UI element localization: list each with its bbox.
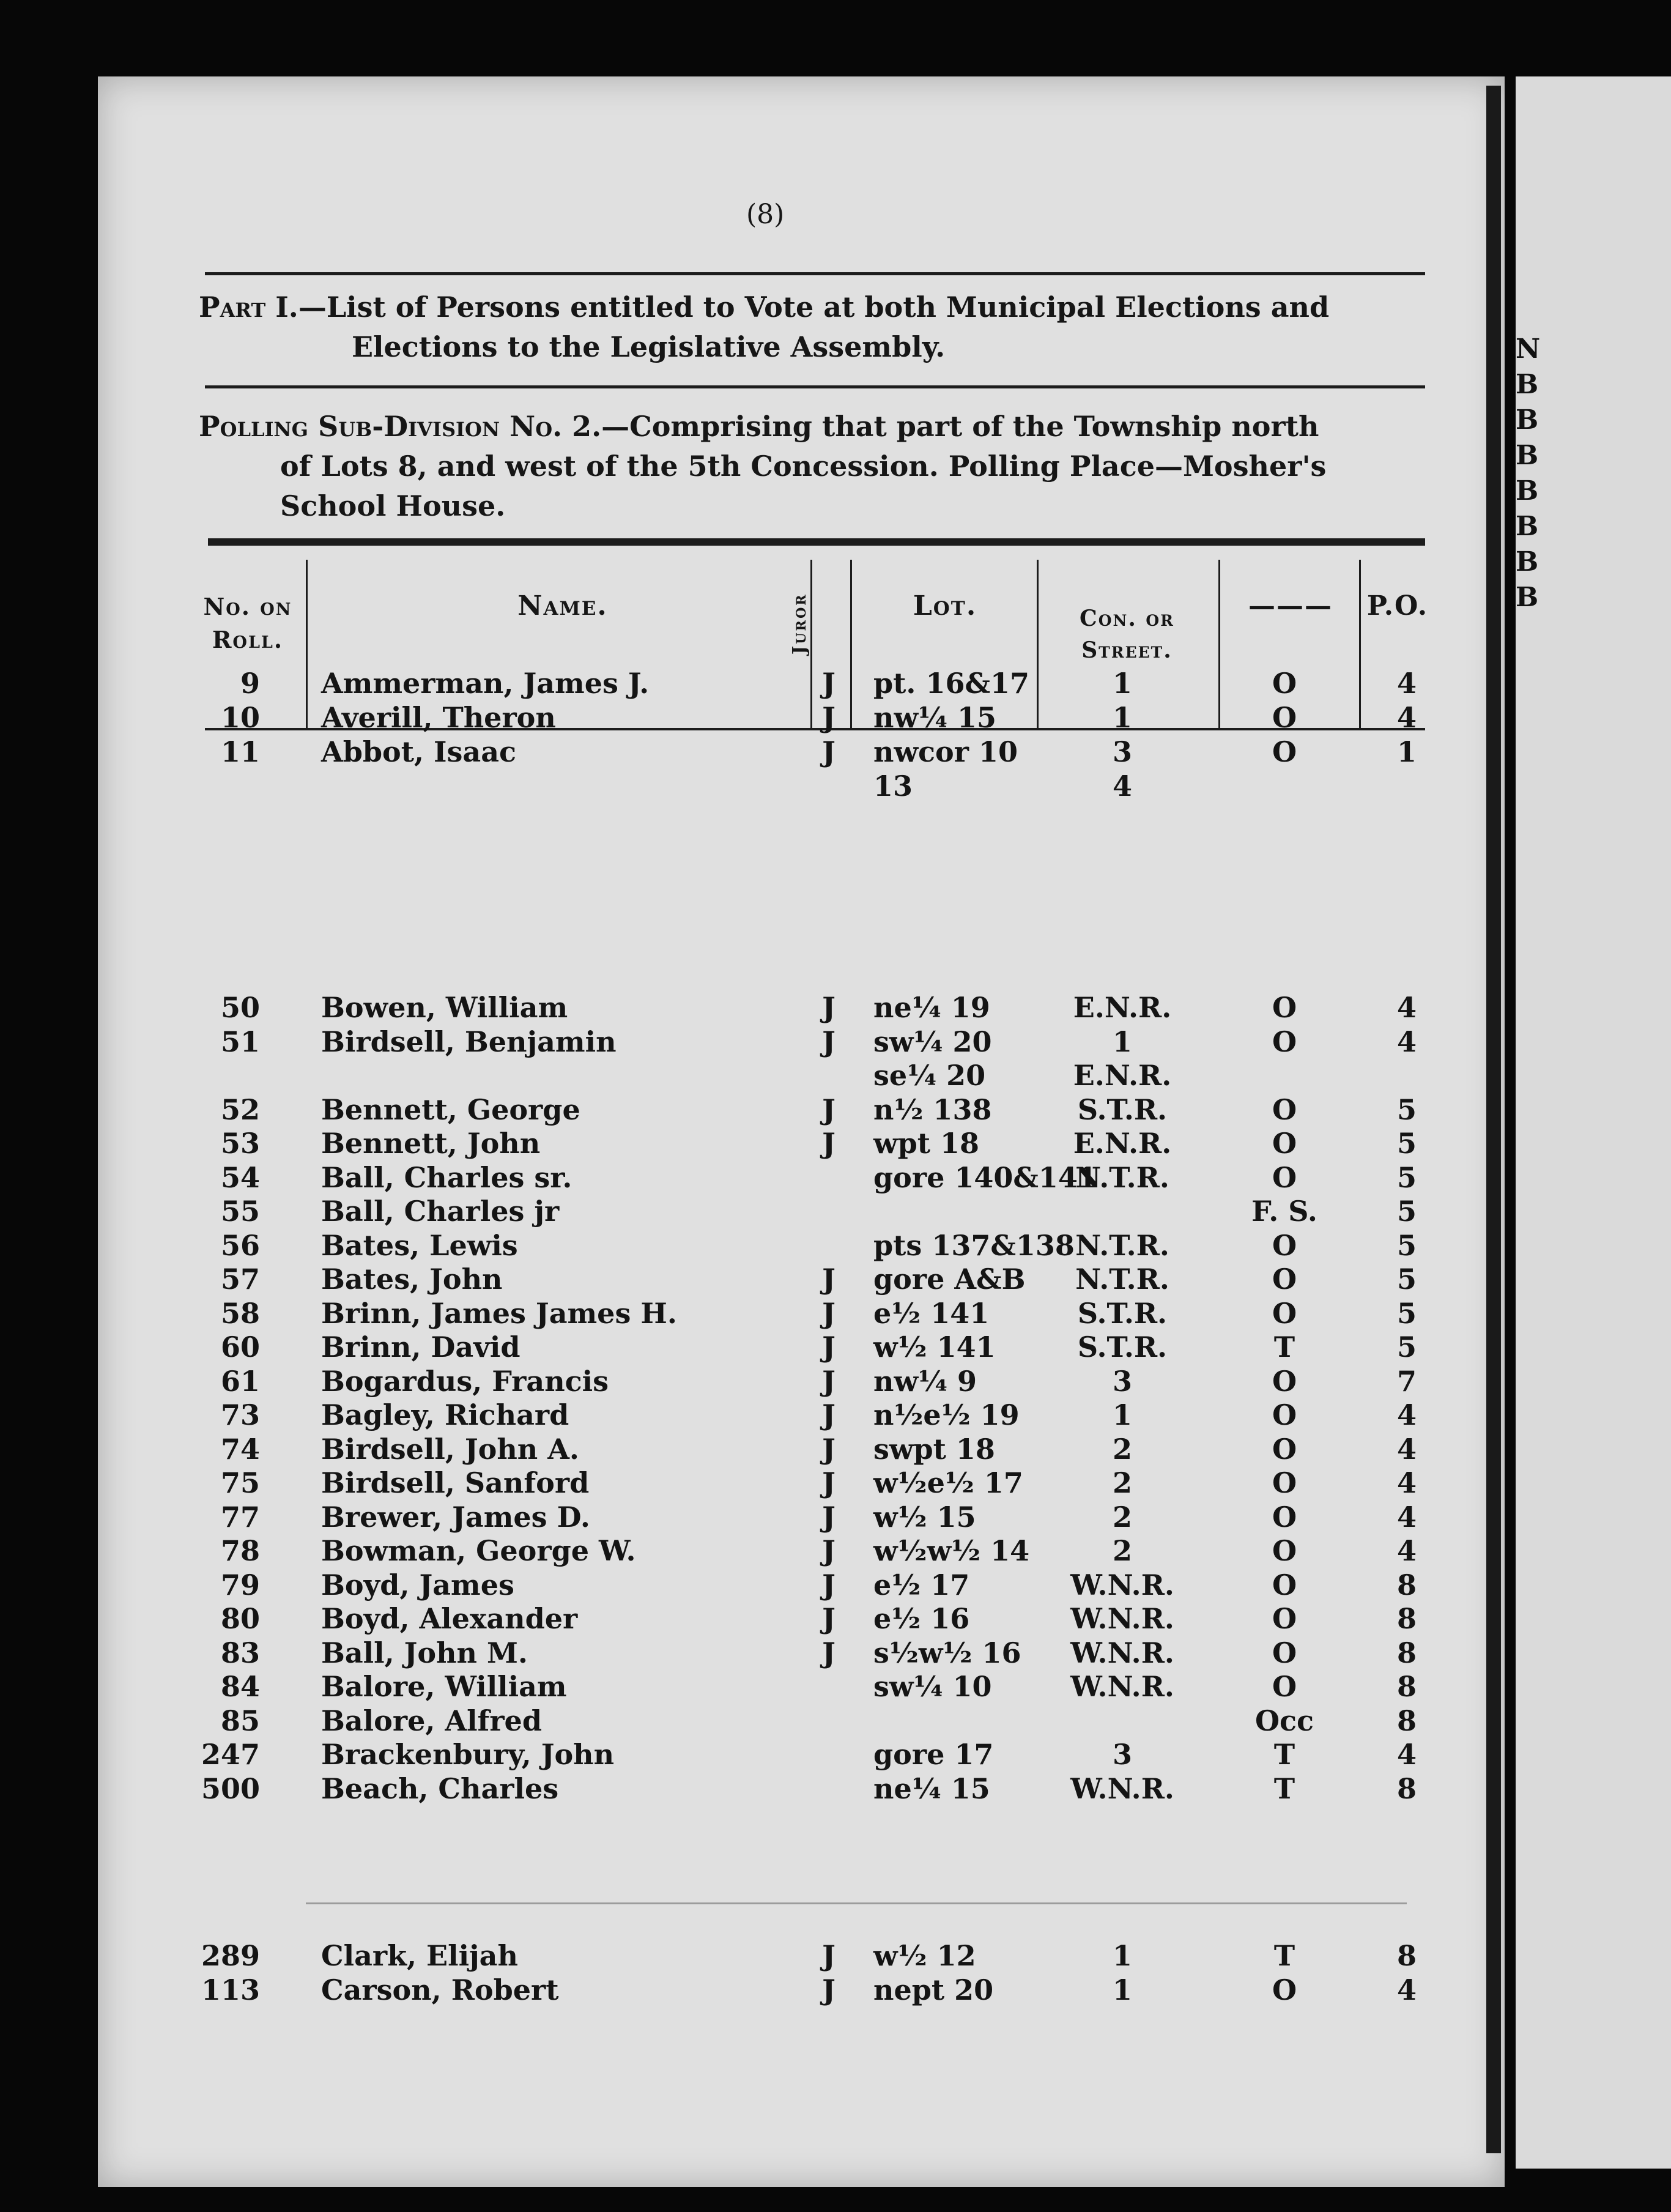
col-divider (850, 560, 852, 728)
post-office-value: 4 (1396, 1466, 1417, 1499)
voter-name: Bennett, George (321, 1093, 580, 1126)
adjacent-page-letter: N (1516, 333, 1541, 365)
juror-mark: J (822, 1602, 836, 1635)
page-number: (8) (746, 199, 785, 230)
concession-value: E.N.R. (1073, 1059, 1172, 1092)
status-value: F. S. (1251, 1195, 1317, 1228)
post-office-value: 5 (1396, 1093, 1417, 1126)
juror-mark: J (822, 1364, 836, 1398)
juror-mark: J (822, 1025, 836, 1058)
header-po: P.O. (1366, 590, 1429, 622)
status-value: O (1272, 1568, 1297, 1601)
post-office-value: 7 (1396, 1364, 1417, 1398)
status-value: O (1272, 1228, 1297, 1262)
voter-name: Brinn, James James H. (321, 1296, 677, 1330)
roll-number: 51 (220, 1025, 260, 1058)
concession-value: 1 (1112, 667, 1132, 700)
header-no-line1: No. on (203, 593, 292, 620)
lot-value: nwcor 10 (873, 735, 1018, 768)
post-office-value: 8 (1396, 1602, 1417, 1635)
post-office-value: 5 (1396, 1195, 1417, 1228)
lot-value: n½ 138 (873, 1093, 992, 1126)
status-value: O (1272, 1432, 1297, 1466)
group-separator (306, 1902, 1407, 1904)
post-office-value: 5 (1396, 1296, 1417, 1330)
lot-value: nw¼ 15 (873, 701, 997, 734)
col-divider (1359, 560, 1361, 728)
concession-value: 1 (1112, 701, 1132, 734)
status-value: T (1273, 1939, 1295, 1972)
voter-name: Birdsell, Sanford (321, 1466, 590, 1499)
roll-number: 53 (220, 1127, 260, 1160)
lot-value: pts 137&138 (873, 1228, 1075, 1262)
status-value: O (1272, 1296, 1297, 1330)
lot-value: sw¼ 10 (873, 1670, 992, 1703)
lot-value: sw¼ 20 (873, 1025, 992, 1058)
polling-text-line3: School House. (280, 489, 506, 522)
status-value: O (1272, 1263, 1297, 1296)
status-value: O (1272, 1364, 1297, 1398)
lot-value: w½w½ 14 (873, 1534, 1030, 1567)
juror-mark: J (822, 1432, 836, 1466)
roll-number: 80 (220, 1602, 260, 1635)
concession-value: 4 (1112, 770, 1132, 803)
juror-mark: J (822, 1296, 836, 1330)
status-value: O (1272, 1534, 1297, 1567)
header-con-street (1040, 603, 1214, 666)
juror-mark: J (822, 1263, 836, 1296)
concession-value: N.T.R. (1075, 1228, 1169, 1262)
lot-value: e½ 16 (873, 1602, 970, 1635)
status-value: O (1272, 735, 1297, 768)
juror-mark: J (822, 991, 836, 1024)
status-value: O (1272, 701, 1297, 734)
lot-value: gore 17 (873, 1738, 994, 1771)
voter-name: Bagley, Richard (321, 1398, 569, 1431)
juror-mark: J (822, 735, 836, 768)
status-value: O (1272, 1127, 1297, 1160)
concession-value: W.N.R. (1070, 1670, 1174, 1703)
status-value: O (1272, 1973, 1297, 2006)
status-value: O (1272, 667, 1297, 700)
voter-name: Brinn, David (321, 1331, 521, 1364)
post-office-value: 5 (1396, 1263, 1417, 1296)
lot-value: gore 140&141 (873, 1160, 1097, 1194)
header-lot: Lot. (913, 590, 977, 622)
voter-name: Brackenbury, John (321, 1738, 615, 1771)
header-name: Name. (517, 590, 608, 622)
part-title-line2: Elections to the Legislative Assembly. (352, 330, 946, 363)
part-label: Part I. (199, 291, 298, 324)
concession-value: E.N.R. (1073, 1127, 1172, 1160)
juror-mark: J (822, 701, 836, 734)
roll-number: 77 (220, 1500, 260, 1534)
juror-mark: J (822, 1939, 836, 1972)
post-office-value: 8 (1396, 1939, 1417, 1972)
post-office-value: 5 (1396, 1127, 1417, 1160)
voter-name: Balore, William (321, 1670, 567, 1703)
post-office-value: 4 (1396, 1025, 1417, 1058)
roll-number: 74 (220, 1432, 260, 1466)
post-office-value: 4 (1396, 1432, 1417, 1466)
voter-name: Beach, Charles (321, 1772, 559, 1805)
lot-value: pt. 16&17 (873, 667, 1029, 700)
concession-value: 1 (1112, 1939, 1132, 1972)
roll-number: 84 (220, 1670, 260, 1703)
lot-value: n½e½ 19 (873, 1398, 1020, 1431)
concession-value: E.N.R. (1073, 991, 1172, 1024)
juror-mark: J (822, 1398, 836, 1431)
lot-value: 13 (873, 770, 913, 803)
roll-number: 58 (220, 1296, 260, 1330)
juror-mark: J (822, 1127, 836, 1160)
post-office-value: 8 (1396, 1772, 1417, 1805)
adjacent-page-letter: B (1516, 546, 1539, 577)
roll-number: 247 (201, 1738, 260, 1771)
concession-value: 1 (1112, 1398, 1132, 1431)
juror-mark: J (822, 1568, 836, 1601)
roll-number: 52 (220, 1093, 260, 1126)
juror-mark: J (822, 667, 836, 700)
polling-text-line2: of Lots 8, and west of the 5th Concession. Polling Place—Mosher's (280, 450, 1327, 483)
voter-name: Boyd, Alexander (321, 1602, 578, 1635)
lot-value: s½w½ 16 (873, 1636, 1021, 1669)
post-office-value: 4 (1396, 1398, 1417, 1431)
lot-value: e½ 141 (873, 1296, 990, 1330)
document-page (98, 76, 1505, 2187)
roll-number: 500 (201, 1772, 260, 1805)
roll-number: 54 (220, 1160, 260, 1194)
roll-number: 289 (201, 1939, 260, 1972)
voter-name: Clark, Elijah (321, 1939, 518, 1972)
post-office-value: 5 (1396, 1160, 1417, 1194)
status-value: O (1272, 1500, 1297, 1534)
roll-number: 60 (220, 1331, 260, 1364)
lot-value: ne¼ 19 (873, 991, 990, 1024)
roll-number: 75 (220, 1466, 260, 1499)
voter-name: Brewer, James D. (321, 1500, 590, 1534)
status-value: T (1273, 1738, 1295, 1771)
post-office-value: 8 (1396, 1670, 1417, 1703)
concession-value: 3 (1112, 735, 1132, 768)
col-divider (1218, 560, 1220, 728)
top-rule (205, 272, 1425, 275)
concession-value: S.T.R. (1077, 1331, 1168, 1364)
roll-number: 56 (220, 1228, 260, 1262)
status-value: T (1273, 1772, 1295, 1805)
status-value: O (1272, 1602, 1297, 1635)
part-title (199, 291, 1329, 324)
lot-value: nept 20 (873, 1973, 994, 2006)
status-value: O (1272, 1025, 1297, 1058)
roll-number: 78 (220, 1534, 260, 1567)
status-value: O (1272, 1093, 1297, 1126)
concession-value: W.N.R. (1070, 1636, 1174, 1669)
concession-value: 2 (1112, 1432, 1132, 1466)
adjacent-page-letter: B (1516, 582, 1539, 613)
roll-number: 79 (220, 1568, 260, 1601)
adjacent-page-letter: B (1516, 511, 1539, 542)
roll-number: 73 (220, 1398, 260, 1431)
adjacent-page-letter: B (1516, 404, 1539, 436)
roll-number: 9 (240, 667, 260, 700)
juror-mark: J (822, 1636, 836, 1669)
lot-value: swpt 18 (873, 1432, 995, 1466)
part-text-line1: —List of Persons entitled to Vote at both Municipal Elections and (298, 291, 1330, 324)
lot-value: e½ 17 (873, 1568, 970, 1601)
status-value: O (1272, 1670, 1297, 1703)
concession-value: 2 (1112, 1534, 1132, 1567)
roll-number: 83 (220, 1636, 260, 1669)
concession-value: 1 (1112, 1025, 1132, 1058)
concession-value: 2 (1112, 1466, 1132, 1499)
concession-value: N.T.R. (1075, 1263, 1169, 1296)
voter-name: Ball, Charles jr (321, 1195, 560, 1228)
voter-name: Bates, Lewis (321, 1228, 518, 1262)
juror-mark: J (822, 1093, 836, 1126)
voter-name: Boyd, James (321, 1568, 514, 1601)
header-con-line2: Street. (1081, 637, 1173, 663)
post-office-value: 4 (1396, 991, 1417, 1024)
juror-mark: J (822, 1973, 836, 2006)
post-office-value: 4 (1396, 1500, 1417, 1534)
voter-name: Ammerman, James J. (321, 667, 650, 700)
post-office-value: 4 (1396, 1973, 1417, 2006)
lot-value: w½ 15 (873, 1500, 976, 1534)
voter-name: Bogardus, Francis (321, 1364, 609, 1398)
lot-value: w½e½ 17 (873, 1466, 1023, 1499)
juror-mark: J (822, 1331, 836, 1364)
concession-value: W.N.R. (1070, 1602, 1174, 1635)
polling-label: Polling Sub-Division No. 2. (199, 410, 602, 443)
concession-value: W.N.R. (1070, 1568, 1174, 1601)
status-value: Occ (1254, 1704, 1314, 1737)
concession-value: 3 (1112, 1738, 1132, 1771)
heavy-rule (208, 538, 1425, 546)
concession-value: S.T.R. (1077, 1093, 1168, 1126)
status-value: O (1272, 1398, 1297, 1431)
voter-name: Bowman, George W. (321, 1534, 636, 1567)
voter-name: Bates, John (321, 1263, 503, 1296)
post-office-value: 5 (1396, 1331, 1417, 1364)
post-office-value: 8 (1396, 1704, 1417, 1737)
voter-name: Birdsell, Benjamin (321, 1025, 617, 1058)
voter-name: Ball, Charles sr. (321, 1160, 572, 1194)
concession-value: 3 (1112, 1364, 1132, 1398)
roll-number: 113 (201, 1973, 260, 2006)
roll-number: 55 (220, 1195, 260, 1228)
status-value: O (1272, 991, 1297, 1024)
polling-heading (199, 410, 1319, 443)
post-office-value: 4 (1396, 1738, 1417, 1771)
voter-name: Balore, Alfred (321, 1704, 542, 1737)
lot-value: w½ 141 (873, 1331, 996, 1364)
voter-name: Averill, Theron (321, 701, 556, 734)
voter-name: Ball, John M. (321, 1636, 528, 1669)
post-office-value: 5 (1396, 1228, 1417, 1262)
header-no-on-roll (196, 590, 300, 656)
concession-value: 1 (1112, 1973, 1132, 2006)
voter-name: Bowen, William (321, 991, 568, 1024)
status-value: O (1272, 1636, 1297, 1669)
roll-number: 11 (220, 735, 260, 768)
polling-text-line1: —Comprising that part of the Township north (601, 410, 1319, 443)
header-status: ——— (1248, 590, 1333, 622)
concession-value: W.N.R. (1070, 1772, 1174, 1805)
post-office-value: 4 (1396, 667, 1417, 700)
post-office-value: 4 (1396, 1534, 1417, 1567)
voter-name: Abbot, Isaac (321, 735, 517, 768)
roll-number: 50 (220, 991, 260, 1024)
juror-mark: J (822, 1466, 836, 1499)
concession-value: S.T.R. (1077, 1296, 1168, 1330)
lot-value: gore A&B (873, 1263, 1026, 1296)
roll-number: 57 (220, 1263, 260, 1296)
header-juror: Juror (789, 593, 810, 655)
post-office-value: 8 (1396, 1636, 1417, 1669)
status-value: T (1273, 1331, 1295, 1364)
voter-name: Bennett, John (321, 1127, 541, 1160)
lot-value: ne¼ 15 (873, 1772, 990, 1805)
status-value: O (1272, 1466, 1297, 1499)
concession-value: 2 (1112, 1500, 1132, 1534)
lot-value: se¼ 20 (873, 1059, 986, 1092)
adjacent-page-letter: B (1516, 440, 1539, 471)
voter-name: Carson, Robert (321, 1973, 559, 2006)
lot-value: nw¼ 9 (873, 1364, 977, 1398)
lot-value: wpt 18 (873, 1127, 980, 1160)
adjacent-page-letter: B (1516, 475, 1539, 507)
middle-rule (205, 385, 1425, 388)
juror-mark: J (822, 1534, 836, 1567)
roll-number: 10 (220, 701, 260, 734)
roll-number: 61 (220, 1364, 260, 1398)
adjacent-page-fragment (1516, 76, 1671, 2169)
post-office-value: 8 (1396, 1568, 1417, 1601)
post-office-value: 4 (1396, 701, 1417, 734)
status-value: O (1272, 1160, 1297, 1194)
header-con-line1: Con. or (1080, 606, 1174, 631)
lot-value: w½ 12 (873, 1939, 976, 1972)
header-no-line2: Roll. (212, 626, 284, 653)
post-office-value: 1 (1396, 735, 1417, 768)
page-binding-edge (1486, 86, 1501, 2153)
roll-number: 85 (220, 1704, 260, 1737)
concession-value: N.T.R. (1075, 1160, 1169, 1194)
adjacent-page-letter: B (1516, 369, 1539, 400)
col-divider (306, 560, 308, 728)
voter-name: Birdsell, John A. (321, 1432, 579, 1466)
juror-mark: J (822, 1500, 836, 1534)
